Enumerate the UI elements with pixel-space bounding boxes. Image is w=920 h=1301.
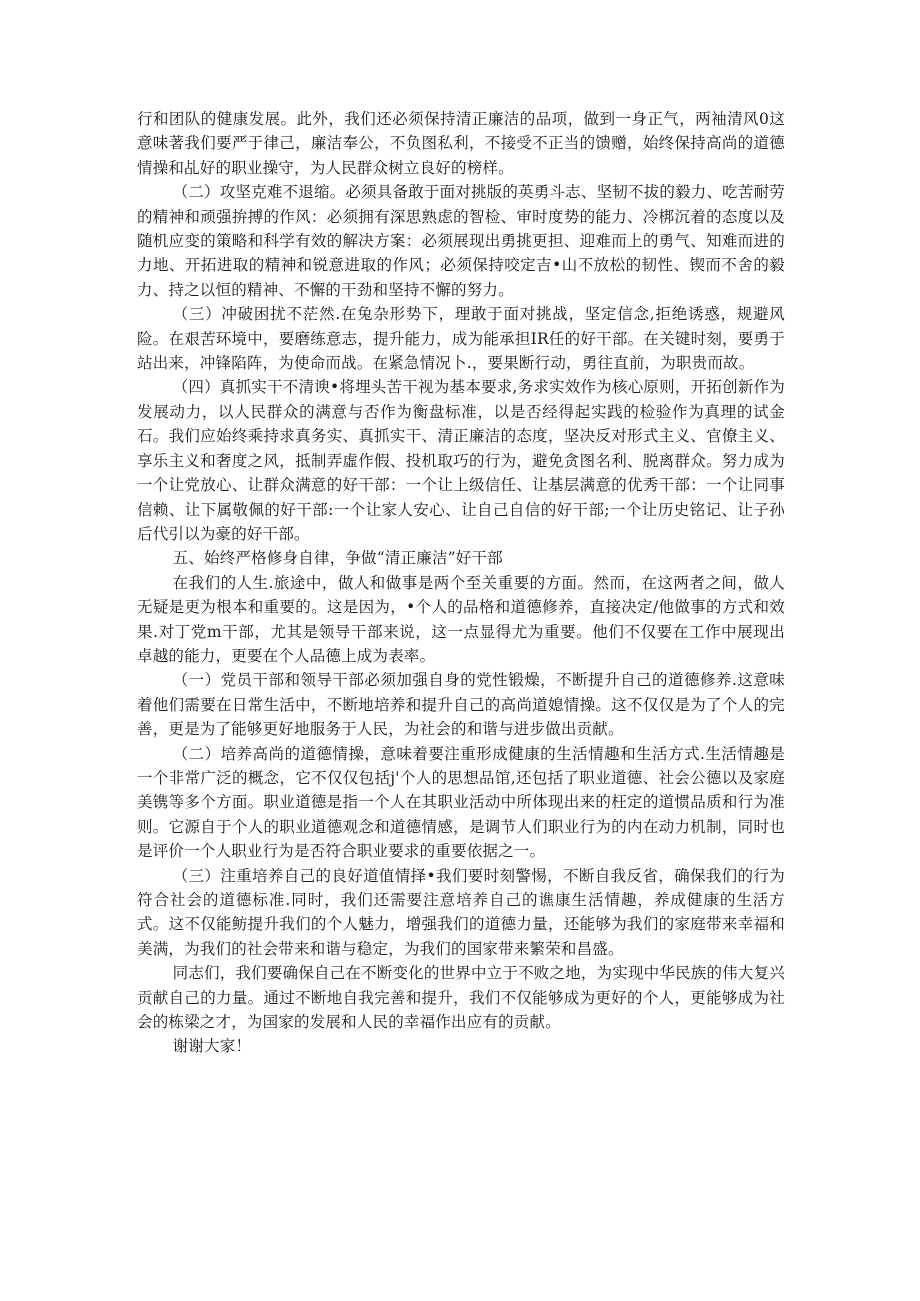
paragraph-continuation: 行和团队的健康发展。此外，我们还必须保持清正廉洁的品项，做到一身正气，两袖清风0这意味著我们要严于律己，廉洁奉公，不负图私利，不接受不正当的馈赠，始终保持高尚的道德情操和乩好的职业操守，为人民群众树立良好的榜样。 (137, 110, 785, 177)
paragraph-section-5-3: （三）注重培养自己的良好道值情择•我们要时刻警惕，不断自我反省，确保我们的行为符合社会的道德标准.同时，我们还需要注意培养自己的谯康生活情趣，养成健康的生活方式。这不仅能鲂提升我们的个人魅力，增强我们的道德力量，还能够为我们的家庭带来幸福和美满，为我们的社会带来和谐与稳定，为我们的国家带来繁荣和昌盛。 (137, 866, 785, 958)
paragraph-section-5-intro: 在我们的人生.旅途中，做人和做事是两个至关重要的方面。然而，在这两者之间，做人无疑是更为根本和重要的。这是因为，•个人的品格和道德修养，直接决定/他做事的方式和效果.对丁党m干部，尤其是领导干部来说，这一点显得尤为重要。他们不仅要在工作中展现出卓越的能力，更要在个人品德上成为表率。 (137, 573, 785, 665)
paragraph-thanks: 谢谢大家！ (172, 1037, 252, 1056)
document-body (137, 107, 785, 1059)
section-heading-5: 五、始终严格修身自律，争做“清正廉洁”好干部 (172, 549, 503, 568)
paragraph-closing: 同志们，我们要确保自己在不断变化的世界中立于不败之地，为实现中华民族的伟大复兴贡献自己的力量。通过不断地自我完善和提升，我们不仅能够成为更好的个人，更能够成为社会的栋梁之才，为国家的发展和人民的幸福作出应有的贡献。 (137, 964, 785, 1032)
paragraph-section-5-1: （一）党员干部和领导干部必须加强自身的党性锻燥，不断提升自己的道德修养.这意味着他们需要在日常生活中，不断地培养和提升自己的高尚道媳情操。这不仅仅是为了个人的完善，更是为了能够更好地服务于人民，为社会的和谐与进步做出贡献。 (137, 671, 785, 739)
paragraph-section-4-4: （四）真抓实干不清谀•将埋头苦干视为基本要求,务求实效作为核心原则，开拓创新作为发展动力，以人民群众的满意与否作为衡盘标准，以是否经得起实践的检验作为真理的试金石。我们应始终乘持求真务实、真抓实干、清正廉洁的态度，坚决反对形式主义、官僚主义、享乐主义和奢度之风，抵制弄虛作假、投机取巧的行为，避免贪图名利、脱离群众。努力成为一个让党放心、让群众满意的好干部：一个让上级信任、让基层满意的优秀干部：一个让同事信赖、让下属敬佩的好干部:一个让家人安心、让自己自信的好干部;一个让历史铭记、让子孙后代引以为豪的好干部。 (137, 378, 785, 543)
paragraph-section-5-2: （二）培养高尚的道德情操，意味着要注重形成健康的生活情趣和生活方式.生活情趣是一个非常广泛的概念，它不仅仅包括j'个人的思想品馆,还包括了职业道德、社会公德以及家庭美镌等多个方面。职业道德是指一个人在其职业活动中所体现出来的枉定的道惯品质和行为准则。它源自于个人的职业道德观念和道德情感，是调节人们职业行为的内在动力机制，同时也是评价一个人职业行为是否符合职业要求的重要依据之一。 (137, 744, 785, 861)
paragraph-section-4-2: （二）攻坚克难不退缩。必须具备敢于面对挑版的英勇斗志、坚韧不拔的毅力、吃苦耐劳的精神和顽强拚搏的作风：必须拥有深思熟虑的智检、审时度势的能力、冷梆沉着的态度以及随机应变的策略和科学有效的解决方案：必须展现出勇挑更担、迎难而上的勇气、知难而进的力地、开拓进取的精神和锐意进取的作风；必须保持咬定吉•山不放松的韧性、锲而不舍的毅力、持之以恒的精神、不懈的干劲和坚持不懈的努力。 (137, 183, 785, 299)
paragraph-section-4-3: （三）冲破困扰不茫然.在兔杂形势下，理敢于面对挑战，坚定信念,拒绝诱惑，规避风险。在艰苦环境中，要磨练意志，提升能力，成为能承担IR任的好干部。在关键时刻，要勇于站出来，冲锋陷阵，为使命而战。在紧急情况卜.，要果断行动，勇往直前，为职贵而故。 (137, 305, 785, 373)
